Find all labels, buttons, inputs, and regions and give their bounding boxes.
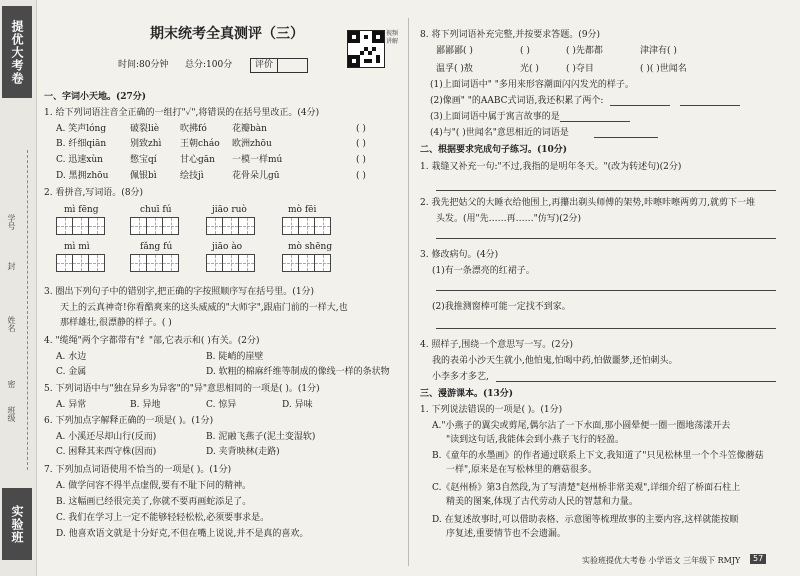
q6-option-d[interactable]: D. 夹背映林(走路) xyxy=(206,447,280,457)
s2-q2-stem: 2. 我先把姑父的大睡衣给他围上,再攥出剃头师傅的架势,咔嚓咔嚓两剪刀,就剪下一堆 xyxy=(420,198,756,208)
q1-row-c-answer[interactable]: ( ) xyxy=(356,155,366,165)
q1-row-b-4: 欧洲zhōu xyxy=(232,139,272,149)
q8-word-4[interactable]: 津津有( ) xyxy=(640,46,677,56)
q1-row-c-2: 憋宝qí xyxy=(130,155,157,165)
s2-q1-stem: 1. 栽缝又补充一句:"不过,我指的是明年冬天。"(改为转述句)(2分) xyxy=(420,162,682,172)
q1-row-b-answer[interactable]: ( ) xyxy=(356,139,366,149)
q7-option-b[interactable]: B. 这幅画已经很完美了,你就不要再画蛇添足了。 xyxy=(56,497,252,507)
q1-row-c-3: 甘心gān xyxy=(180,155,215,165)
answer-line[interactable] xyxy=(436,290,776,291)
q1-row-b-1: B. 纤细qiān xyxy=(56,139,107,149)
total-score-label: 总分:100分 xyxy=(185,60,233,70)
q7-option-c[interactable]: C. 我们在学习上一定不能够轻轻松松,必须要事求是。 xyxy=(56,513,270,523)
q1-row-a-2: 破裂liè xyxy=(130,124,160,134)
s2-q4-example: 我的表弟小沙天生就小,他怕鬼,怕喝中药,怕做噩梦,还怕刺头。 xyxy=(432,356,678,366)
q1-row-c-4: 一模一样mú xyxy=(232,155,283,165)
q1-stem: 1. 给下列词语注音全正确的一组打"✓",将错误的在括号里改正。(4分) xyxy=(44,108,320,118)
pinyin-4: mò fēi xyxy=(288,205,317,215)
s2-q3-stem: 3. 修改病句。(4分) xyxy=(420,250,499,260)
q1-row-d-answer[interactable]: ( ) xyxy=(356,171,366,181)
q3-text-1: 天上的云真神奇!你看酷爽来的这头威威的"大师字",跟庙门前的一样大,也 xyxy=(60,303,348,313)
q8-sub-3[interactable]: (3)上面词语中属于寓言故事的是 xyxy=(430,112,560,122)
s2-q3-sentence-1: (1)有一条漂亮的红裙子。 xyxy=(432,266,535,276)
qr-caption: 视频讲解 xyxy=(386,30,399,45)
answer-line[interactable] xyxy=(436,328,776,329)
q8-stem: 8. 将下列词语补充完整,并按要求答题。(9分) xyxy=(420,30,601,40)
s3-q1-option-c[interactable]: C.《赵州桥》第3自然段,为了写清楚"赵州桥非常美观",详细介绍了桥面石柱上 xyxy=(432,483,741,493)
q8-sub-2[interactable]: (2)像画" "的AABC式词语,我还积累了两个: xyxy=(430,96,604,106)
sidebar-label-secret: 密 xyxy=(7,380,16,388)
writing-grid[interactable] xyxy=(56,254,105,272)
q8-sub-1[interactable]: (1)上面词语中" "多用来形容潮面闪闪发光的样子。 xyxy=(430,80,634,90)
q1-row-a-4: 花瓣bàn xyxy=(232,124,267,134)
answer-line[interactable] xyxy=(436,190,776,191)
q5-option-c[interactable]: C. 惊异 xyxy=(206,400,237,410)
q1-row-a-3: 吹拂fó xyxy=(180,124,207,134)
binding-dashed-line xyxy=(27,150,28,470)
q8-word-8[interactable]: ( )( )世闻名 xyxy=(640,64,687,74)
q5-option-a[interactable]: A. 异常 xyxy=(56,400,87,410)
q5-stem: 5. 下列词语中与"独在异乡为异客"的"异"意思相同的一项是( )。(1分) xyxy=(44,384,320,394)
q1-row-d-3: 绘技jì xyxy=(180,171,204,181)
section-2-heading: 二、根据要求完成句子练习。(10分) xyxy=(420,145,568,155)
answer-line[interactable] xyxy=(680,105,740,106)
writing-grid[interactable] xyxy=(282,254,331,272)
q8-word-2[interactable]: ( ) xyxy=(520,46,530,56)
s3-q1-option-a-cont: "读到这句话,我能体会到小燕子飞行的轻盈。 xyxy=(446,435,625,445)
q1-row-d-1: D. 黑拥zhōu xyxy=(56,171,109,181)
q1-row-c-1: C. 迅速xùn xyxy=(56,155,103,165)
s3-q1-option-d[interactable]: D. 在复述故事时,可以借助表格、示意图等梳理故事的主要内容,这样就能按顺 xyxy=(432,515,739,525)
answer-line[interactable] xyxy=(496,381,776,382)
q4-option-c[interactable]: C. 金属 xyxy=(56,367,87,377)
q7-stem: 7. 下列加点词语使用不恰当的一项是( )。(1分) xyxy=(44,465,232,475)
page-title: 期末统考全真测评（三） xyxy=(150,26,304,42)
pinyin-6: fǎng fú xyxy=(140,242,173,252)
s2-q4-prompt: 小李多才多艺, xyxy=(432,372,489,382)
pinyin-3: jiāo ruò xyxy=(212,205,247,215)
writing-grid[interactable] xyxy=(56,217,105,235)
q3-text-2[interactable]: 那样雄壮,很漂静的样子。( ) xyxy=(60,318,172,328)
writing-grid[interactable] xyxy=(130,217,179,235)
q8-word-7[interactable]: ( )夺目 xyxy=(566,64,594,74)
score-box-label: 评价 xyxy=(251,59,278,72)
section-3-heading: 三、漫游课本。(13分) xyxy=(420,389,514,399)
sidebar-brand-band: 提优大考卷 xyxy=(2,6,32,98)
writing-grid[interactable] xyxy=(206,217,255,235)
answer-line[interactable] xyxy=(610,105,670,106)
answer-line[interactable] xyxy=(594,137,658,138)
q8-word-3[interactable]: ( )先都都 xyxy=(566,46,603,56)
pinyin-1: mì fēng xyxy=(64,205,99,215)
time-label: 时间:80分钟 xyxy=(118,60,169,70)
q2-stem: 2. 看拼音,写词语。(8分) xyxy=(44,188,144,198)
section-1-heading: 一、字词小天地。(27分) xyxy=(44,92,147,102)
sidebar-label-id: 学号 xyxy=(7,214,16,230)
q1-row-d-4: 花骨朵儿gū xyxy=(232,171,280,181)
q5-option-d[interactable]: D. 异味 xyxy=(282,400,313,410)
s3-q1-option-b[interactable]: B.《童年的水墨画》的作者通过联系上下文,我知道了"只见松林里一个个斗笠像蘑菇 xyxy=(432,451,764,461)
sidebar-bottom-band: 实验班 xyxy=(2,488,32,560)
q1-row-a-answer[interactable]: ( ) xyxy=(356,124,366,134)
q1-row-b-3: 王朝cháo xyxy=(180,139,220,149)
q7-option-d[interactable]: D. 他喜欢语文就是十分好克,不但在嘴上说说,并不是真的喜欢。 xyxy=(56,529,309,539)
q7-option-a[interactable]: A. 做学问容不得半点虚假,要有不耻下问的精神。 xyxy=(56,481,252,491)
q8-word-6[interactable]: 光( ) xyxy=(520,64,539,74)
s3-q1-stem: 1. 下列说法错误的一项是( )。(1分) xyxy=(420,405,563,415)
q6-option-b[interactable]: B. 泥融飞燕子(泥土变湿软) xyxy=(206,432,316,442)
q1-row-a-1: A. 笑声lóng xyxy=(56,124,107,134)
column-divider xyxy=(408,18,409,566)
q6-stem: 6. 下列加点字解释正确的一项是( )。(1分) xyxy=(44,416,214,426)
q8-word-1[interactable]: 鄙鄙鄙( ) xyxy=(436,46,473,56)
s3-q1-option-c-cont: 精美的图案,体现了古代劳动人民的智慧和力量。 xyxy=(446,497,638,507)
q4-option-a[interactable]: A. 水边 xyxy=(56,352,87,362)
q1-row-d-2: 佩银bì xyxy=(130,171,157,181)
q8-word-5[interactable]: 温孚( )敖 xyxy=(436,64,473,74)
s2-q3-sentence-2: (2)我推测窗棒可能一定找不到家。 xyxy=(432,302,571,312)
sidebar xyxy=(0,0,37,576)
s3-q1-option-b-cont: 一样",原来是在写松林里的蘑菇很多。 xyxy=(446,465,598,475)
q4-option-d[interactable]: D. 软粗的棉麻纤维等制成的像线一样的条状物 xyxy=(206,367,390,377)
q4-option-b[interactable]: B. 陡峭的崖壁 xyxy=(206,352,264,362)
s2-q2-stem-2: 头发。(用"先……再……"仿写)(2分) xyxy=(436,214,582,224)
answer-line[interactable] xyxy=(436,238,776,239)
q6-option-a[interactable]: A. 小溪还尽却山行(反而) xyxy=(56,432,157,442)
q5-option-b[interactable]: B. 异地 xyxy=(130,400,161,410)
q1-row-b-2: 别致zhì xyxy=(130,139,162,149)
page-number: 57 xyxy=(750,554,766,564)
writing-grid[interactable] xyxy=(282,217,331,235)
pinyin-5: mì mì xyxy=(64,242,90,252)
qr-code-icon[interactable] xyxy=(347,30,385,68)
sidebar-label-seal: 封 xyxy=(7,262,16,270)
s2-q4-stem: 4. 照样子,围绕一个意思写一写。(2分) xyxy=(420,340,574,350)
sidebar-label-class: 班级 xyxy=(7,406,16,422)
pinyin-2: chuī fú xyxy=(140,205,172,215)
score-box xyxy=(250,58,308,73)
sidebar-label-name: 姓名 xyxy=(7,316,16,332)
writing-grid[interactable] xyxy=(206,254,255,272)
q8-sub-4[interactable]: (4)与"( )世闻名"意思相近的词语是 xyxy=(430,128,569,138)
footer-text: 实验班提优大考卷 小学语文 三年级下 RMJY xyxy=(582,556,741,565)
writing-grid[interactable] xyxy=(130,254,179,272)
q4-stem: 4. "缆绳"两个字都带有"纟"部,它表示和( )有关。(2分) xyxy=(44,336,260,346)
pinyin-7: jiāo ào xyxy=(212,242,243,252)
pinyin-8: mò shēng xyxy=(288,242,333,252)
s3-q1-option-d-cont: 序复述,重要情节也不会遗漏。 xyxy=(446,529,566,539)
s3-q1-option-a[interactable]: A."小燕子的翼尖或剪尾,偶尔沾了一下水面,那小圆晕便一圈一圈地荡漾开去 xyxy=(432,421,731,431)
q3-stem: 3. 圈出下列句子中的错别字,把正确的字按照顺序写在括号里。(1分) xyxy=(44,287,315,297)
q6-option-c[interactable]: C. 困释其来西守株(因而) xyxy=(56,447,157,457)
answer-line[interactable] xyxy=(560,121,630,122)
